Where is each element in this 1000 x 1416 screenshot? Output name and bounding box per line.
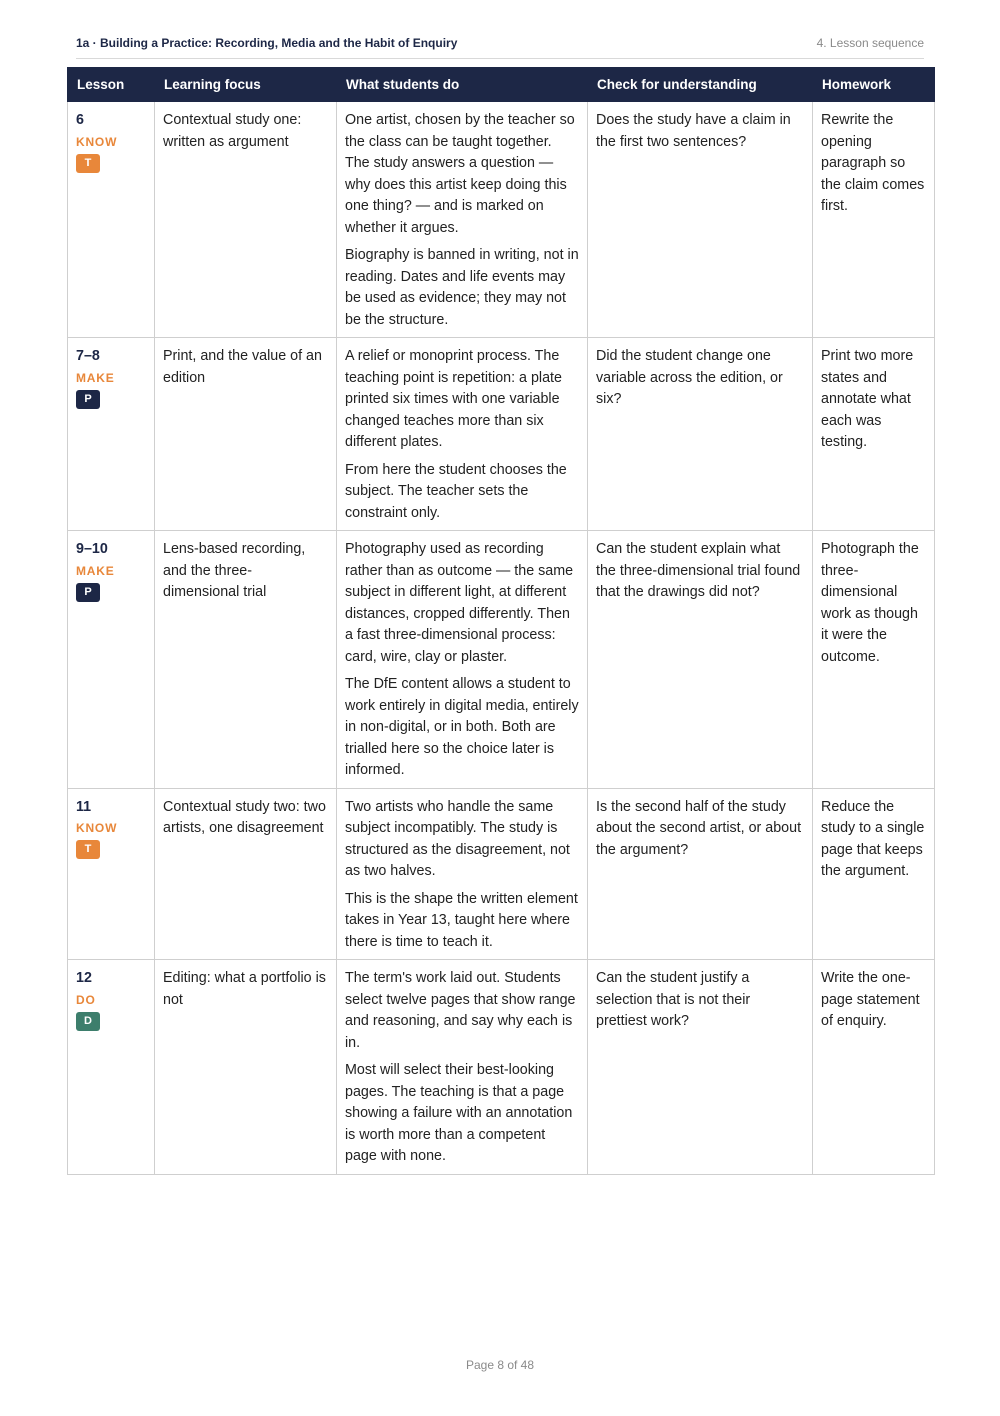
- what-students-do-cell: [337, 102, 588, 338]
- lesson-number: 9–10: [76, 541, 108, 557]
- column-header-check-for-understanding: Check for understanding: [588, 68, 813, 102]
- paragraph: Photography used as recording rather than as outcome — the same subject in different light, at different distances, cropped differently. Then a fast three-dimensional process: card, wire, clay or plaster.: [345, 541, 574, 665]
- lesson-number: 12: [76, 970, 92, 986]
- lesson-cell: [68, 960, 155, 1175]
- lesson-type-label: MAKE: [76, 563, 115, 578]
- what-students-do-cell: [337, 960, 588, 1175]
- learning-focus-cell: Editing: what a portfolio is not: [155, 960, 337, 1175]
- lesson-cell: [68, 338, 155, 531]
- paragraph: Biography is banned in writing, not in reading. Dates and life events may be used as evidence; they may not be the structure.: [345, 247, 579, 328]
- what-students-do-cell: [337, 788, 588, 960]
- running-header: [76, 36, 924, 59]
- learning-focus-cell: Contextual study two: two artists, one disagreement: [155, 788, 337, 960]
- what-students-do-cell: [337, 338, 588, 531]
- paragraph: From here the student chooses the subject. The teacher sets the constraint only.: [345, 461, 567, 521]
- paragraph: The DfE content allows a student to work entirely in digital media, entirely in non-digital, or in both. Both are trialled here so the choice later is informed.: [345, 676, 579, 778]
- lesson-type-badge: T: [76, 154, 100, 173]
- column-header-learning-focus: Learning focus: [155, 68, 337, 102]
- paragraph: One artist, chosen by the teacher so the class can be taught together. The study answers a question — why does this artist keep doing this one thing? — and is marked on whether it argues.: [345, 112, 575, 236]
- section-label: 4. Lesson sequence: [816, 36, 924, 50]
- homework-cell: Print two more states and annotate what each was testing.: [813, 338, 935, 531]
- lesson-cell: [68, 102, 155, 338]
- paragraph: A relief or monoprint process. The teaching point is repetition: a plate printed six times with one variable changed teaches more than six different plates.: [345, 348, 562, 450]
- learning-focus-cell: Lens-based recording, and the three-dimensional trial: [155, 531, 337, 789]
- paragraph: Most will select their best-looking pages. The teaching is that a page showing a failure with an annotation is worth more than a competent page with none.: [345, 1062, 573, 1164]
- lesson-type-label: DO: [76, 992, 96, 1007]
- lesson-sequence-table: [67, 67, 935, 1175]
- table-header-row: [68, 68, 935, 102]
- paragraph: The term's work laid out. Students select twelve pages that show range and reasoning, and say why each is in.: [345, 970, 576, 1051]
- paragraph: This is the shape the written element takes in Year 13, taught here where there is time to teach it.: [345, 890, 578, 950]
- table-row: [68, 788, 935, 960]
- lesson-cell: [68, 788, 155, 960]
- page-number: Page 8 of 48: [465, 1358, 535, 1372]
- check-for-understanding-cell: Does the study have a claim in the first two sentences?: [588, 102, 813, 338]
- lesson-number: 7–8: [76, 348, 100, 364]
- check-for-understanding-cell: Is the second half of the study about the second artist, or about the argument?: [588, 788, 813, 960]
- lesson-cell: [68, 531, 155, 789]
- lesson-type-badge: D: [76, 1012, 100, 1031]
- table-row: [68, 338, 935, 531]
- table-row: [68, 102, 935, 338]
- lesson-type-label: KNOW: [76, 821, 118, 835]
- check-for-understanding-cell: Can the student justify a selection that is not their prettiest work?: [588, 960, 813, 1175]
- column-header-what-students-do: What students do: [337, 68, 588, 102]
- learning-focus-cell: Contextual study one: written as argument: [155, 102, 337, 338]
- what-students-do-cell: [337, 531, 588, 789]
- lesson-type-badge: P: [76, 583, 100, 602]
- column-header-homework: Homework: [813, 68, 935, 102]
- lesson-type-label: KNOW: [76, 134, 118, 149]
- check-for-understanding-cell: Can the student explain what the three-dimensional trial found that the drawings did not?: [588, 531, 813, 789]
- lesson-type-badge: T: [76, 840, 100, 859]
- lesson-number: 11: [76, 798, 92, 815]
- check-for-understanding-cell: Did the student change one variable across the edition, or six?: [588, 338, 813, 531]
- lesson-type-badge: P: [76, 390, 100, 409]
- table-row: [68, 531, 935, 789]
- homework-cell: Write the one-page statement of enquiry.: [813, 960, 935, 1175]
- lesson-type-label: MAKE: [76, 370, 115, 385]
- lesson-number: 6: [76, 112, 84, 128]
- paragraph: Two artists who handle the same subject incompatibly. The study is structured as the disagreement, not as two halves.: [345, 798, 570, 879]
- homework-cell: Rewrite the opening paragraph so the claim comes first.: [813, 102, 935, 338]
- table-row: [68, 960, 935, 1175]
- learning-focus-cell: Print, and the value of an edition: [155, 338, 337, 531]
- homework-cell: Reduce the study to a single page that keeps the argument.: [813, 788, 935, 960]
- document-title: 1a · Building a Practice: Recording, Media and the Habit of Enquiry: [76, 36, 458, 50]
- homework-cell: Photograph the three-dimensional work as though it were the outcome.: [813, 531, 935, 789]
- column-header-lesson: Lesson: [68, 68, 155, 102]
